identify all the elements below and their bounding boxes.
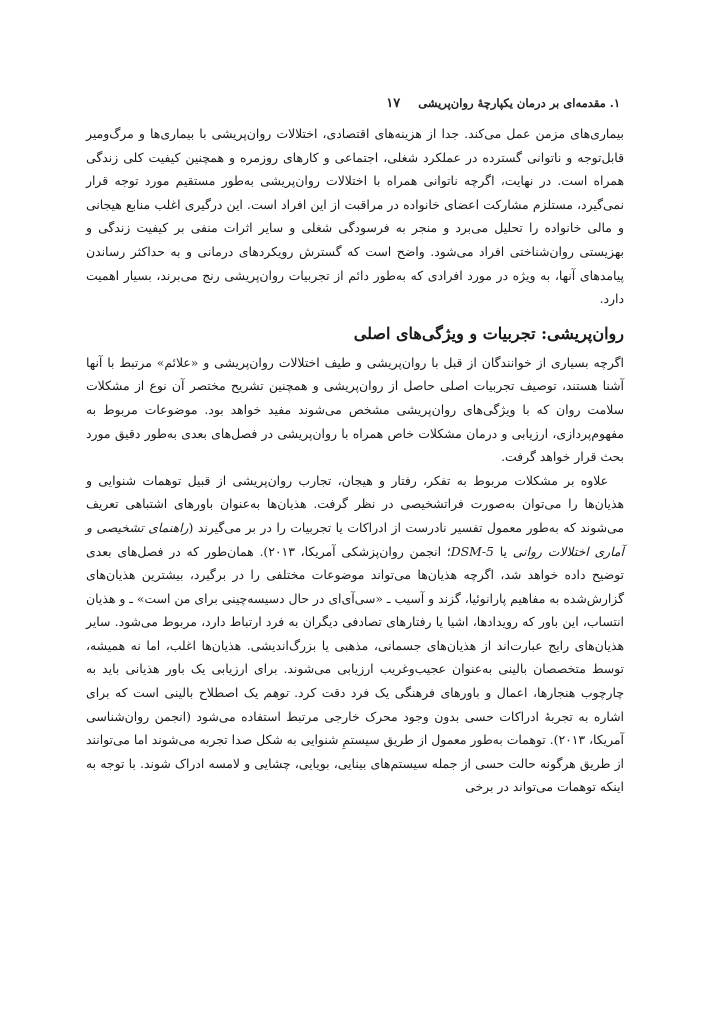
paragraph-3-part-b: یا [493, 543, 513, 559]
paragraph-3-part-a: علاوه بر مشکلات مربوط به تفکر، رفتار و هیجان، تجارب روان‌پریشی از قبیل توهمات شنوایی و هذیان‌ها را می‌توان به‌صورت فراتشخیصی در نظر گرفت. هذیان‌ها به‌عنوان باورهای اشتباهی تعریف می‌شوند که به‌طور معمول تفسیر نادرست از ادراکات یا تجربیات را در بر می‌گیرند ( [86, 472, 624, 535]
paragraph-1: بیماری‌های مزمن عمل می‌کند. جدا از هزینه‌های اقتصادی، اختلالات روان‌پریشی با بیماری‌ها و مرگ‌ومیر قابل‌توجه و ناتوانی گسترده در عملکرد شغلی، اجتماعی و کارهای روزمره و همچنین کیفیت کلی زندگی همراه است. در نهایت، اگرچه ناتوانی همراه با اختلالات روان‌پریشی به‌طور مستقیم مورد توجه قرار نمی‌گیرد، مستلزم مشارکت اعضای خانواده در مراقبت از این افراد است. این درگیری اغلب منابع هیجانی و مالی خانواده را تحلیل می‌برد و منجر به فرسودگی شغلی و سایر اثرات منفی بر کیفیت زندگی و بهزیستی روان‌شناختی افراد می‌شود. واضح است که گسترش رویکردهای درمانی و به حداکثر رساندن پیامدهای آنها، به ویژه در مورد افرادی که به‌طور دائم از تجربیات روان‌پریشی رنج می‌برند، بسیار اهمیت دارد. [86, 126, 624, 307]
chapter-title: ۱. مقدمه‌ای بر درمان یکپارچهٔ روان‌پریشی [418, 96, 620, 110]
paragraph-3 [86, 469, 624, 799]
running-header [90, 92, 620, 114]
section-heading: روان‌پریشی: تجربیات و ویژگی‌های اصلی [353, 323, 624, 343]
dsm-title-italic: راهنمای تشخیصی و آماری اختلالات روانی [86, 519, 624, 559]
page-number: ۱۷ [386, 95, 401, 111]
paragraph-3-part-d: یک اصطلاح بالینی است که برای اشاره به تجربهٔ ادراکات حسی بدون وجود محرک خارجی مرتبط استفاده می‌شود (انجمن روان‌شناسی آمریکا، ۲۰۱۳). توهمات به‌طور معمول از طریق سیستمِ شنوایی به شکل صدا تجربه می‌شوند اما می‌توانند از طریق هرگونه حالت حسی از جمله سیستم‌های بینایی، بویایی، چشایی و لامسه ادراک شوند. با توجه به اینکه توهمات می‌تواند در برخی [86, 685, 624, 795]
hallucination-term-italic: توهم [263, 685, 289, 701]
paragraph-2: اگرچه بسیاری از خوانندگان از قبل با روان‌پریشی و طیف اختلالات روان‌پریشی و «علائم» مرتبط با آنها آشنا هستند، توصیف تجربیات اصلی حاصل از روان‌پریشی و همچنین تشریح مختصر آن نوع از مشکلات سلامت روان که با ویژگی‌های روان‌پریشی مشخص می‌شوند مفید خواهد بود. موضوعات مربوط به مفهوم‌پردازی، ارزیابی و درمان مشکلات خاص همراه با روان‌پریشی در فصل‌های بعدی به‌طور دقیق مورد بحث قرار خواهد گرفت. [86, 354, 624, 465]
dsm-abbrev-italic: DSM-5 [450, 543, 494, 559]
paragraph-3-part-c: ؛ انجمن روان‌پزشکی آمریکا، ۲۰۱۳). همان‌طور که در فصل‌های بعدی توضیح داده خواهد شد، اگرچه هذیان‌ها می‌تواند موضوعات مختلفی را در برگیرد، بیشترین هذیان‌های گزارش‌شده به مفاهیم پارانوئیا، گزند و آسیب ـ «سی‌آی‌ای در حال دسیسه‌چینی برای من است» ـ و هذیان انتساب، این باور که رویدادها، اشیا یا رفتارهای تصادفی دیگران به فرد ارتباط دارد، مربوط می‌شود. سایر هذیان‌های رایج عبارت‌اند از هذیان‌های جسمانی، مذهبی یا بزرگ‌اندیشی. هذیان‌ها اغلب، اما نه همیشه، توسط متخصصان بالینی به‌عنوان عجیب‌وغریب ارزیابی می‌شوند. برای ارزیابی یک باور هذیانی باید به چارچوب هنجارها، اعمال و باورهای فرهنگی یک فرد دقت کرد. [86, 543, 624, 701]
body-text [86, 122, 624, 799]
